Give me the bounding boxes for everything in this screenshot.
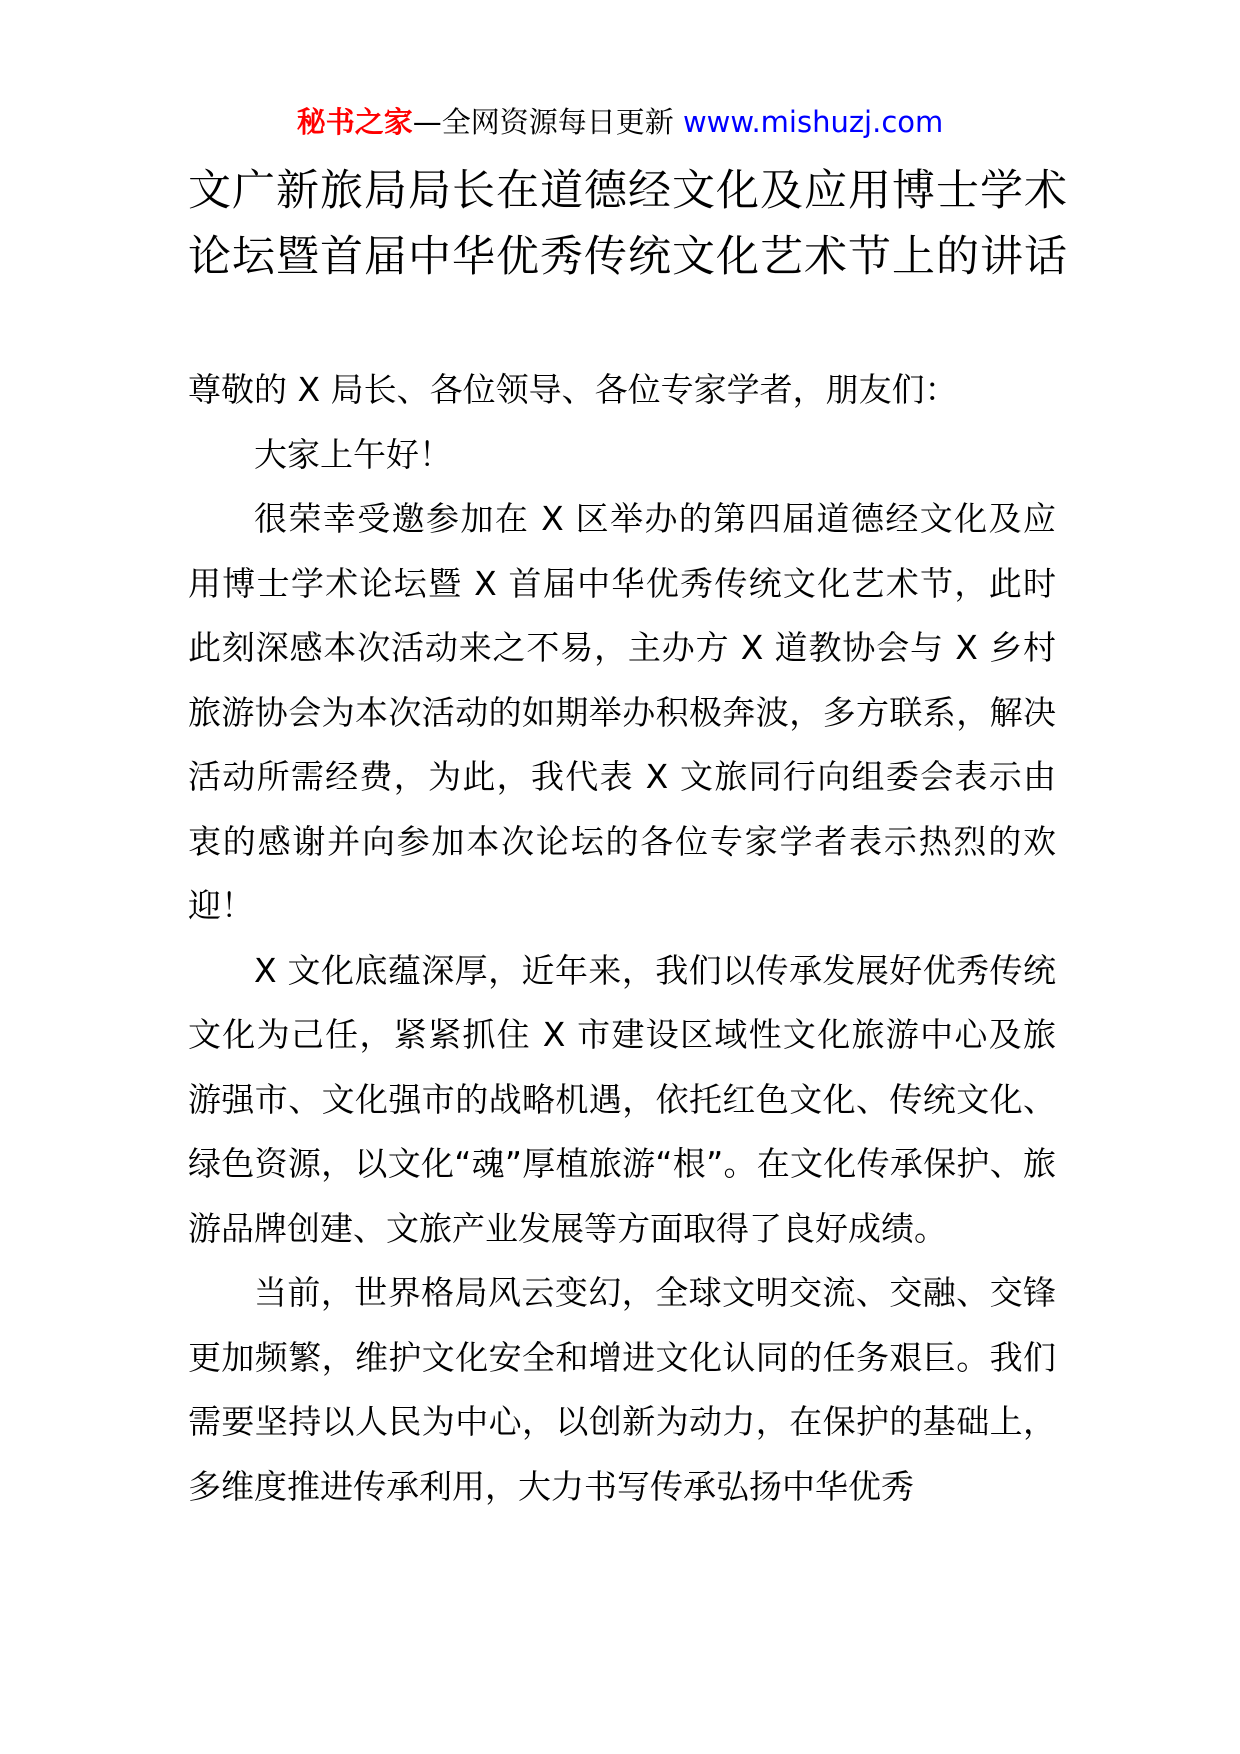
header-tagline: —全网资源每日更新 bbox=[412, 105, 683, 139]
brand-name: 秘书之家 bbox=[296, 105, 413, 139]
document-body bbox=[188, 358, 1056, 1519]
paragraph-achievements: X 文化底蕴深厚，近年来，我们以传承发展好优秀传统文化为己任，紧紧抓住 X 市建设区域性文化旅游中心及旅游强市、文化强市的战略机遇，依托红色文化、传统文化、绿色资源，以文化“魂”厚植旅游“根”。在文化传承保护、旅游品牌创建、文旅产业发展等方面取得了良好成绩。 bbox=[188, 950, 1056, 1248]
paragraph-welcome: 很荣幸受邀参加在 X 区举办的第四届道德经文化及应用博士学术论坛暨 X 首届中华优秀传统文化艺术节，此时此刻深感本次活动来之不易，主办方 X 道教协会与 X 乡村旅游协会为本次活动的如期举办积极奔波，多方联系，解决活动所需经费，为此，我代表 X 文旅同行向组委会表示由衷的感谢并向参加本次论坛的各位专家学者表示热烈的欢迎！ bbox=[188, 499, 1056, 925]
site-header bbox=[0, 100, 1240, 144]
document-title: 文广新旅局局长在道德经文化及应用博士学术论坛暨首届中华优秀传统文化艺术节上的讲话 bbox=[188, 166, 1068, 282]
paragraph-greeting: 大家上午好！ bbox=[254, 434, 452, 474]
site-url-link[interactable]: www.mishuzj.com bbox=[682, 105, 944, 139]
salutation: 尊敬的 X 局长、各位领导、各位专家学者，朋友们： bbox=[188, 370, 958, 409]
paragraph-current-situation: 当前，世界格局风云变幻，全球文明交流、交融、交锋更加频繁，维护文化安全和增进文化认同的任务艰巨。我们需要坚持以人民为中心，以创新为动力，在保护的基础上，多维度推进传承利用，大力书写传承弘扬中华优秀 bbox=[188, 1273, 1056, 1506]
